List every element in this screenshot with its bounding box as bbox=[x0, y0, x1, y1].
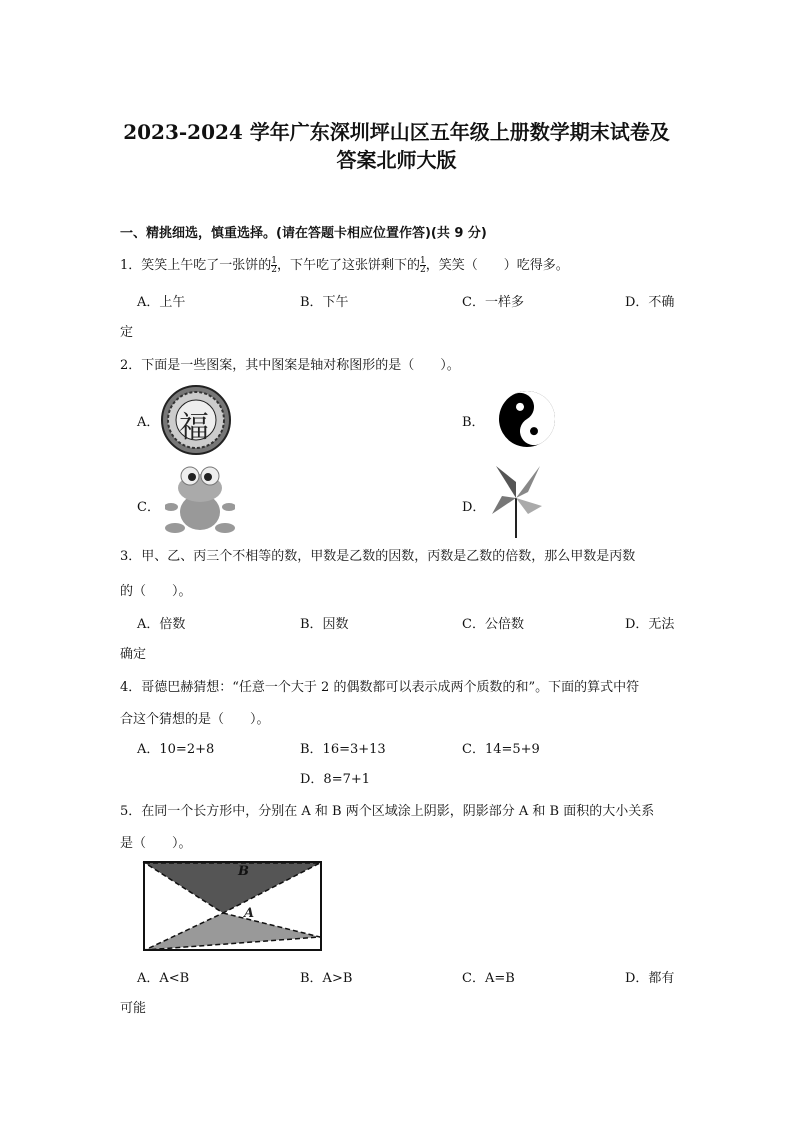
yin-yang-image bbox=[497, 384, 557, 454]
question-5-line-1: 5．在同一个长方形中，分别在 A 和 B 两个区域涂上阴影，阴影部分 A 和 B 面积的大小关系 bbox=[120, 804, 655, 819]
q3-option-d[interactable]: D．无法 bbox=[625, 617, 675, 632]
region-a-label: A bbox=[244, 906, 255, 921]
q1-option-c[interactable]: C．一样多 bbox=[462, 295, 524, 310]
region-b-label: B bbox=[238, 864, 249, 879]
q1-option-d-wrap: 定 bbox=[120, 325, 134, 340]
pinwheel-image bbox=[488, 462, 544, 540]
q3-option-a[interactable]: A．倍数 bbox=[137, 617, 186, 632]
rectangle-figure bbox=[140, 858, 326, 954]
numerator: 1 bbox=[420, 256, 426, 266]
q4-option-c[interactable]: C．14=5+9 bbox=[462, 742, 540, 757]
q1-text: 1．笑笑上午吃了一张饼的 bbox=[120, 258, 272, 273]
q5-option-d[interactable]: D．都有 bbox=[625, 971, 675, 986]
q2-option-c[interactable]: C． bbox=[137, 500, 160, 515]
fu-character: 福 bbox=[179, 410, 209, 445]
q2-option-d[interactable]: D． bbox=[462, 500, 486, 515]
q3-option-c[interactable]: C．公倍数 bbox=[462, 617, 524, 632]
q5-option-d-wrap: 可能 bbox=[120, 1001, 147, 1016]
q4-option-a[interactable]: A．10=2+8 bbox=[137, 742, 215, 757]
question-4-line-2: 合这个猜想的是（ ）。 bbox=[120, 712, 270, 727]
question-3-line-2: 的（ ）。 bbox=[120, 584, 192, 599]
numerator: 1 bbox=[271, 256, 278, 266]
denominator: 2 bbox=[420, 265, 426, 275]
q2-option-a[interactable]: A． bbox=[137, 415, 160, 430]
question-2: 2．下面是一些图案，其中图案是轴对称图形的是（ ）。 bbox=[120, 358, 460, 373]
q5-option-c[interactable]: C．A=B bbox=[462, 971, 515, 986]
q1-text: ，下午吃了这张饼剩下的 bbox=[277, 258, 421, 273]
q5-option-a[interactable]: A．A<B bbox=[137, 971, 190, 986]
q5-option-b[interactable]: B．A>B bbox=[300, 971, 353, 986]
title-line-1: 2023-2024 学年广东深圳坪山区五年级上册数学期末试卷及 bbox=[123, 120, 670, 144]
q3-option-b[interactable]: B．因数 bbox=[300, 617, 349, 632]
q1-option-b[interactable]: B．下午 bbox=[300, 295, 349, 310]
q4-option-d[interactable]: D．8=7+1 bbox=[300, 772, 371, 787]
question-3-line-1: 3．甲、乙、丙三个不相等的数，甲数是乙数的因数，丙数是乙数的倍数，那么甲数是丙数 bbox=[120, 549, 636, 564]
section-heading: 一、精挑细选，慎重选择。(请在答题卡相应位置作答)(共 9 分) bbox=[120, 226, 487, 241]
frog-image bbox=[165, 462, 235, 538]
question-5-line-2: 是（ ）。 bbox=[120, 836, 192, 851]
q2-option-b[interactable]: B． bbox=[462, 415, 485, 430]
question-4-line-1: 4．哥德巴赫猜想：“任意一个大于 2 的偶数都可以表示成两个质数的和”。下面的算式中符 bbox=[120, 680, 640, 695]
q1-text: ，笑笑（ ）吃得多。 bbox=[425, 258, 569, 273]
q4-option-b[interactable]: B．16=3+13 bbox=[300, 742, 386, 757]
title-line-2: 答案北师大版 bbox=[336, 148, 457, 172]
denominator: 2 bbox=[271, 265, 278, 275]
q1-option-d[interactable]: D．不确 bbox=[625, 295, 675, 310]
q3-option-d-wrap: 确定 bbox=[120, 647, 147, 662]
question-1 bbox=[120, 254, 569, 274]
q1-option-a[interactable]: A．上午 bbox=[137, 295, 186, 310]
